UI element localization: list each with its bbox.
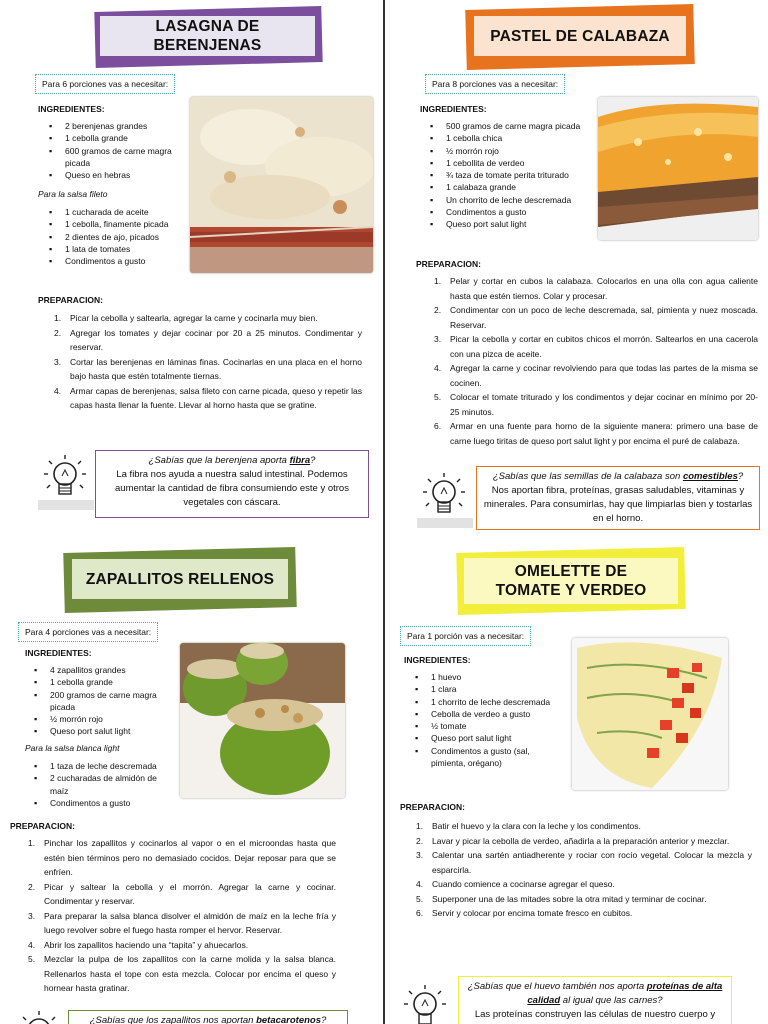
- step-item: 5. Mezclar la pulpa de los zapallitos con la carne molida y la salsa blanca. Rellenarlos hasta el tope con esta mezcla. Colocar por encima el queso y hornear hasta gratinar.: [28, 954, 336, 993]
- lightbulb-icon: [415, 470, 473, 530]
- list-item: ▪ 200 gramos de carne magra picada: [32, 689, 172, 714]
- ingredients-label: INGREDIENTES:: [404, 655, 471, 665]
- list-item: ▪ 1 cebolla grande: [47, 132, 187, 144]
- step-item: 5. Colocar el tomate triturado y los condimentos y dejar cocinar en mínimo por 20-25 minutos.: [434, 392, 758, 417]
- step-number: 2.: [416, 835, 424, 846]
- zapallitos-photo: [180, 643, 345, 798]
- portion-note: Para 8 porciones vas a necesitar:: [425, 74, 565, 94]
- step-number: 4.: [434, 363, 442, 373]
- tip-question: ¿Sabías que los zapallitos nos aportan betacarotenos?: [89, 1015, 327, 1024]
- recipe-title-line1: OMELETTE DE: [514, 563, 628, 580]
- step-item: 2. Lavar y picar la cebolla de verdeo, añadirla a la preparación anterior y mezclar.: [400, 834, 752, 849]
- list-item: ▪ 1 lata de tomates: [47, 243, 187, 255]
- list-item: ▪ Cebolla de verdeo a gusto: [413, 708, 553, 720]
- list-item: ▪ 2 berenjenas grandes: [47, 120, 187, 132]
- list-item: ▪ ½ tomate: [413, 720, 553, 732]
- list-item: ▪ 1 cucharada de aceite: [47, 206, 187, 218]
- list-item: ▪ ½ morrón rojo: [428, 145, 598, 157]
- tip-question: ¿Sabías que el huevo también nos aporta proteínas de alta calidad al igual que las carnes?: [467, 981, 723, 1006]
- step-item: 1. Pelar y cortar en cubos la calabaza. Colocarlos en una olla con agua caliente hasta que estén tiernos. Colar y procesar.: [434, 276, 758, 301]
- lasagna-photo: [190, 97, 373, 273]
- step-number: 1.: [416, 821, 424, 831]
- list-item: ▪ 2 dientes de ajo, picados: [47, 231, 187, 243]
- list-item: ▪ ½ morrón rojo: [32, 713, 172, 725]
- step-number: 4.: [416, 879, 424, 889]
- sauce-ingredients-list: [47, 206, 187, 267]
- step-number: 4.: [28, 939, 36, 950]
- list-item: ▪ Queso port salut light: [32, 725, 172, 737]
- step-item: 2. Picar y saltear la cebolla y el morrón. Agregar la carne y cocinar. Condimentar y reservar.: [28, 881, 336, 906]
- step-number: 3.: [434, 334, 442, 344]
- preparation-label: PREPARACION:: [416, 259, 482, 269]
- recipe-title: [464, 558, 678, 604]
- list-item: ▪ Queso port salut light: [413, 732, 553, 744]
- list-item: ▪ 1 cebolla grande: [32, 676, 172, 688]
- list-item: ▪ 2 cucharadas de almidón de maíz: [32, 772, 172, 797]
- list-item: ▪ 1 chorrito de leche descremada: [413, 696, 553, 708]
- omelette-photo: [572, 638, 728, 790]
- steps-list: [418, 274, 758, 448]
- step-number: 3.: [416, 850, 424, 860]
- lightbulb-icon: [10, 1008, 68, 1024]
- list-item: ▪ Queso port salut light: [428, 218, 598, 230]
- list-item: ▪ ¾ taza de tomate perita triturado: [428, 169, 598, 181]
- step-item: 4. Armar capas de berenjenas, salsa fileto con carne picada, queso y repetir las capas hasta llenar la fuente. Llevar al horno hasta que se gratine.: [54, 385, 362, 410]
- step-number: 5.: [28, 954, 36, 964]
- step-item: 4. Abrir los zapallitos haciendo una “tapita” y ahuecarlos.: [12, 938, 336, 953]
- pastel-photo: [598, 97, 758, 240]
- step-item: 3. Calentar una sartén antiadherente y rociar con rocío vegetal. Colocar la mezcla y esparcirla.: [416, 850, 752, 875]
- tip-text: Las proteínas construyen las células de nuestro cuerpo y: [474, 1009, 716, 1020]
- steps-list: [400, 819, 752, 921]
- zapallitos-image: [180, 643, 345, 798]
- list-item: ▪ 4 zapallitos grandes: [32, 664, 172, 676]
- step-number: 5.: [416, 893, 424, 904]
- lightbulb-icon: [396, 982, 454, 1024]
- step-item: 3. Picar la cebolla y cortar en cubitos chicos el morrón. Saltearlos en una cacerola con una pizca de aceite.: [434, 334, 758, 359]
- list-item: ▪ Condimentos a gusto: [47, 255, 187, 267]
- list-item: ▪ 1 huevo: [413, 671, 553, 683]
- list-item: ▪ 1 taza de leche descremada: [32, 760, 172, 772]
- list-item: ▪ Un chorrito de leche descremada: [428, 194, 598, 206]
- step-item: 1. Pinchar los zapallitos y cocinarlos al vapor o en el microondas hasta que estén bien términos pero no demasiado cocidos. Dejar reposar para que se enfríen.: [28, 838, 336, 877]
- recipe-title: PASTEL DE CALABAZA: [474, 16, 686, 56]
- ingredients-list: [428, 120, 598, 231]
- step-item: 2. Agregar los tomates y dejar cocinar por 20 a 25 minutos. Condimentar y reservar.: [54, 327, 362, 352]
- step-number: 2.: [54, 327, 62, 338]
- step-number: 2.: [434, 305, 442, 315]
- step-item: 4. Agregar la carne y cocinar revolviendo para que todas las partes de la misma se cocinen.: [434, 363, 758, 388]
- steps-list: [12, 836, 336, 996]
- step-number: 6.: [416, 908, 424, 918]
- sauce-ingredients-list: [32, 760, 172, 809]
- portion-note: Para 6 porciones vas a necesitar:: [35, 74, 175, 94]
- recipe-title: LASAGNA DE BERENJENAS: [100, 16, 315, 56]
- step-number: 6.: [434, 421, 442, 431]
- portion-note: Para 4 porciones vas a necesitar:: [18, 622, 158, 642]
- list-item: ▪ 1 cebollita de verdeo: [428, 157, 598, 169]
- omelette-image: [572, 638, 728, 790]
- tip-box: [95, 450, 369, 518]
- ingredients-list: [47, 120, 187, 181]
- tip-box: [458, 976, 732, 1024]
- tip-box: [476, 466, 760, 530]
- step-number: 3.: [28, 910, 36, 921]
- step-number: 5.: [434, 392, 442, 402]
- preparation-label: PREPARACION:: [38, 295, 104, 305]
- step-number: 1.: [434, 276, 442, 286]
- step-item: 4. Cuando comience a cocinarse agregar el queso.: [400, 877, 752, 892]
- list-item: ▪ 600 gramos de carne magra picada: [47, 145, 187, 170]
- step-item: 1. Batir el huevo y la clara con la leche y los condimentos.: [400, 819, 752, 834]
- step-number: 3.: [54, 356, 62, 367]
- ingredients-list: [413, 671, 553, 769]
- lasagna-image: [190, 97, 373, 273]
- step-number: 1.: [54, 313, 62, 323]
- step-item: 3. Cortar las berenjenas en láminas finas. Cocinarlas en una placa en el horno bajo hasta que estén totalmente tiernas.: [54, 356, 362, 381]
- tip-box: [68, 1010, 348, 1024]
- list-item: ▪ Condimentos a gusto: [428, 206, 598, 218]
- step-item: 5. Superponer una de las mitades sobre la otra mitad y terminar de cocinar.: [400, 892, 752, 907]
- list-item: ▪ Condimentos a gusto: [32, 797, 172, 809]
- list-item: ▪ Queso en hebras: [47, 169, 187, 181]
- list-item: ▪ 1 clara: [413, 683, 553, 695]
- list-item: ▪ 1 cebolla, finamente picada: [47, 218, 187, 230]
- sauce-label: Para la salsa fileto: [38, 189, 108, 199]
- step-number: 4.: [54, 385, 62, 396]
- step-item: 1. Picar la cebolla y saltearla, agregar la carne y cocinarla muy bien.: [38, 311, 362, 326]
- pastel-image: [598, 97, 758, 240]
- preparation-label: PREPARACION:: [400, 802, 466, 812]
- step-number: 2.: [28, 881, 36, 892]
- preparation-label: PREPARACION:: [10, 821, 76, 831]
- column-divider: [383, 0, 385, 1024]
- list-item: ▪ 1 cebolla chica: [428, 132, 598, 144]
- portion-note: Para 1 porción vas a necesitar:: [400, 626, 531, 646]
- steps-list: [38, 311, 362, 413]
- tip-text: Nos aportan fibra, proteínas, grasas saludables, vitaminas y minerales. Para consumirlas, hay que limpiarlas bien y tostarlas en el horno.: [483, 485, 753, 524]
- lightbulb-icon: [36, 452, 94, 512]
- recipe-title-line2: TOMATE Y VERDEO: [495, 582, 647, 599]
- tip-question: ¿Sabías que la berenjena aporta fibra?: [148, 455, 316, 466]
- sauce-label: Para la salsa blanca light: [25, 743, 120, 753]
- ingredients-label: INGREDIENTES:: [25, 648, 92, 658]
- tip-text: La fibra nos ayuda a nuestra salud intestinal. Podemos aumentar la cantidad de fibra consumiendo este y otros vegetales con cáscara.: [115, 469, 349, 508]
- ingredients-label: INGREDIENTES:: [420, 104, 487, 114]
- ingredients-label: INGREDIENTES:: [38, 104, 105, 114]
- step-item: 6. Servir y colocar por encima tomate fresco en cubitos.: [400, 906, 752, 921]
- ingredients-list: [32, 664, 172, 738]
- recipe-title: ZAPALLITOS RELLENOS: [72, 559, 288, 599]
- list-item: ▪ Condimentos a gusto (sal, pimienta, orégano): [413, 745, 553, 770]
- step-item: 2. Condimentar con un poco de leche descremada, sal, pimienta y nuez moscada. Reservar.: [434, 305, 758, 330]
- tip-question: ¿Sabías que las semillas de la calabaza son comestibles?: [492, 471, 744, 482]
- step-item: 3. Para preparar la salsa blanca disolver el almidón de maíz en la leche fría y luego revolver sobre el fuego hasta romper el hervor. Reservar.: [28, 910, 336, 935]
- step-item: 6. Armar en una fuente para horno de la siguiente manera: primero una base de carne luego tiritas de queso port salut light y por encima el puré de calabaza.: [434, 421, 758, 446]
- list-item: ▪ 1 calabaza grande: [428, 181, 598, 193]
- list-item: ▪ 500 gramos de carne magra picada: [428, 120, 598, 132]
- step-number: 1.: [28, 838, 36, 848]
